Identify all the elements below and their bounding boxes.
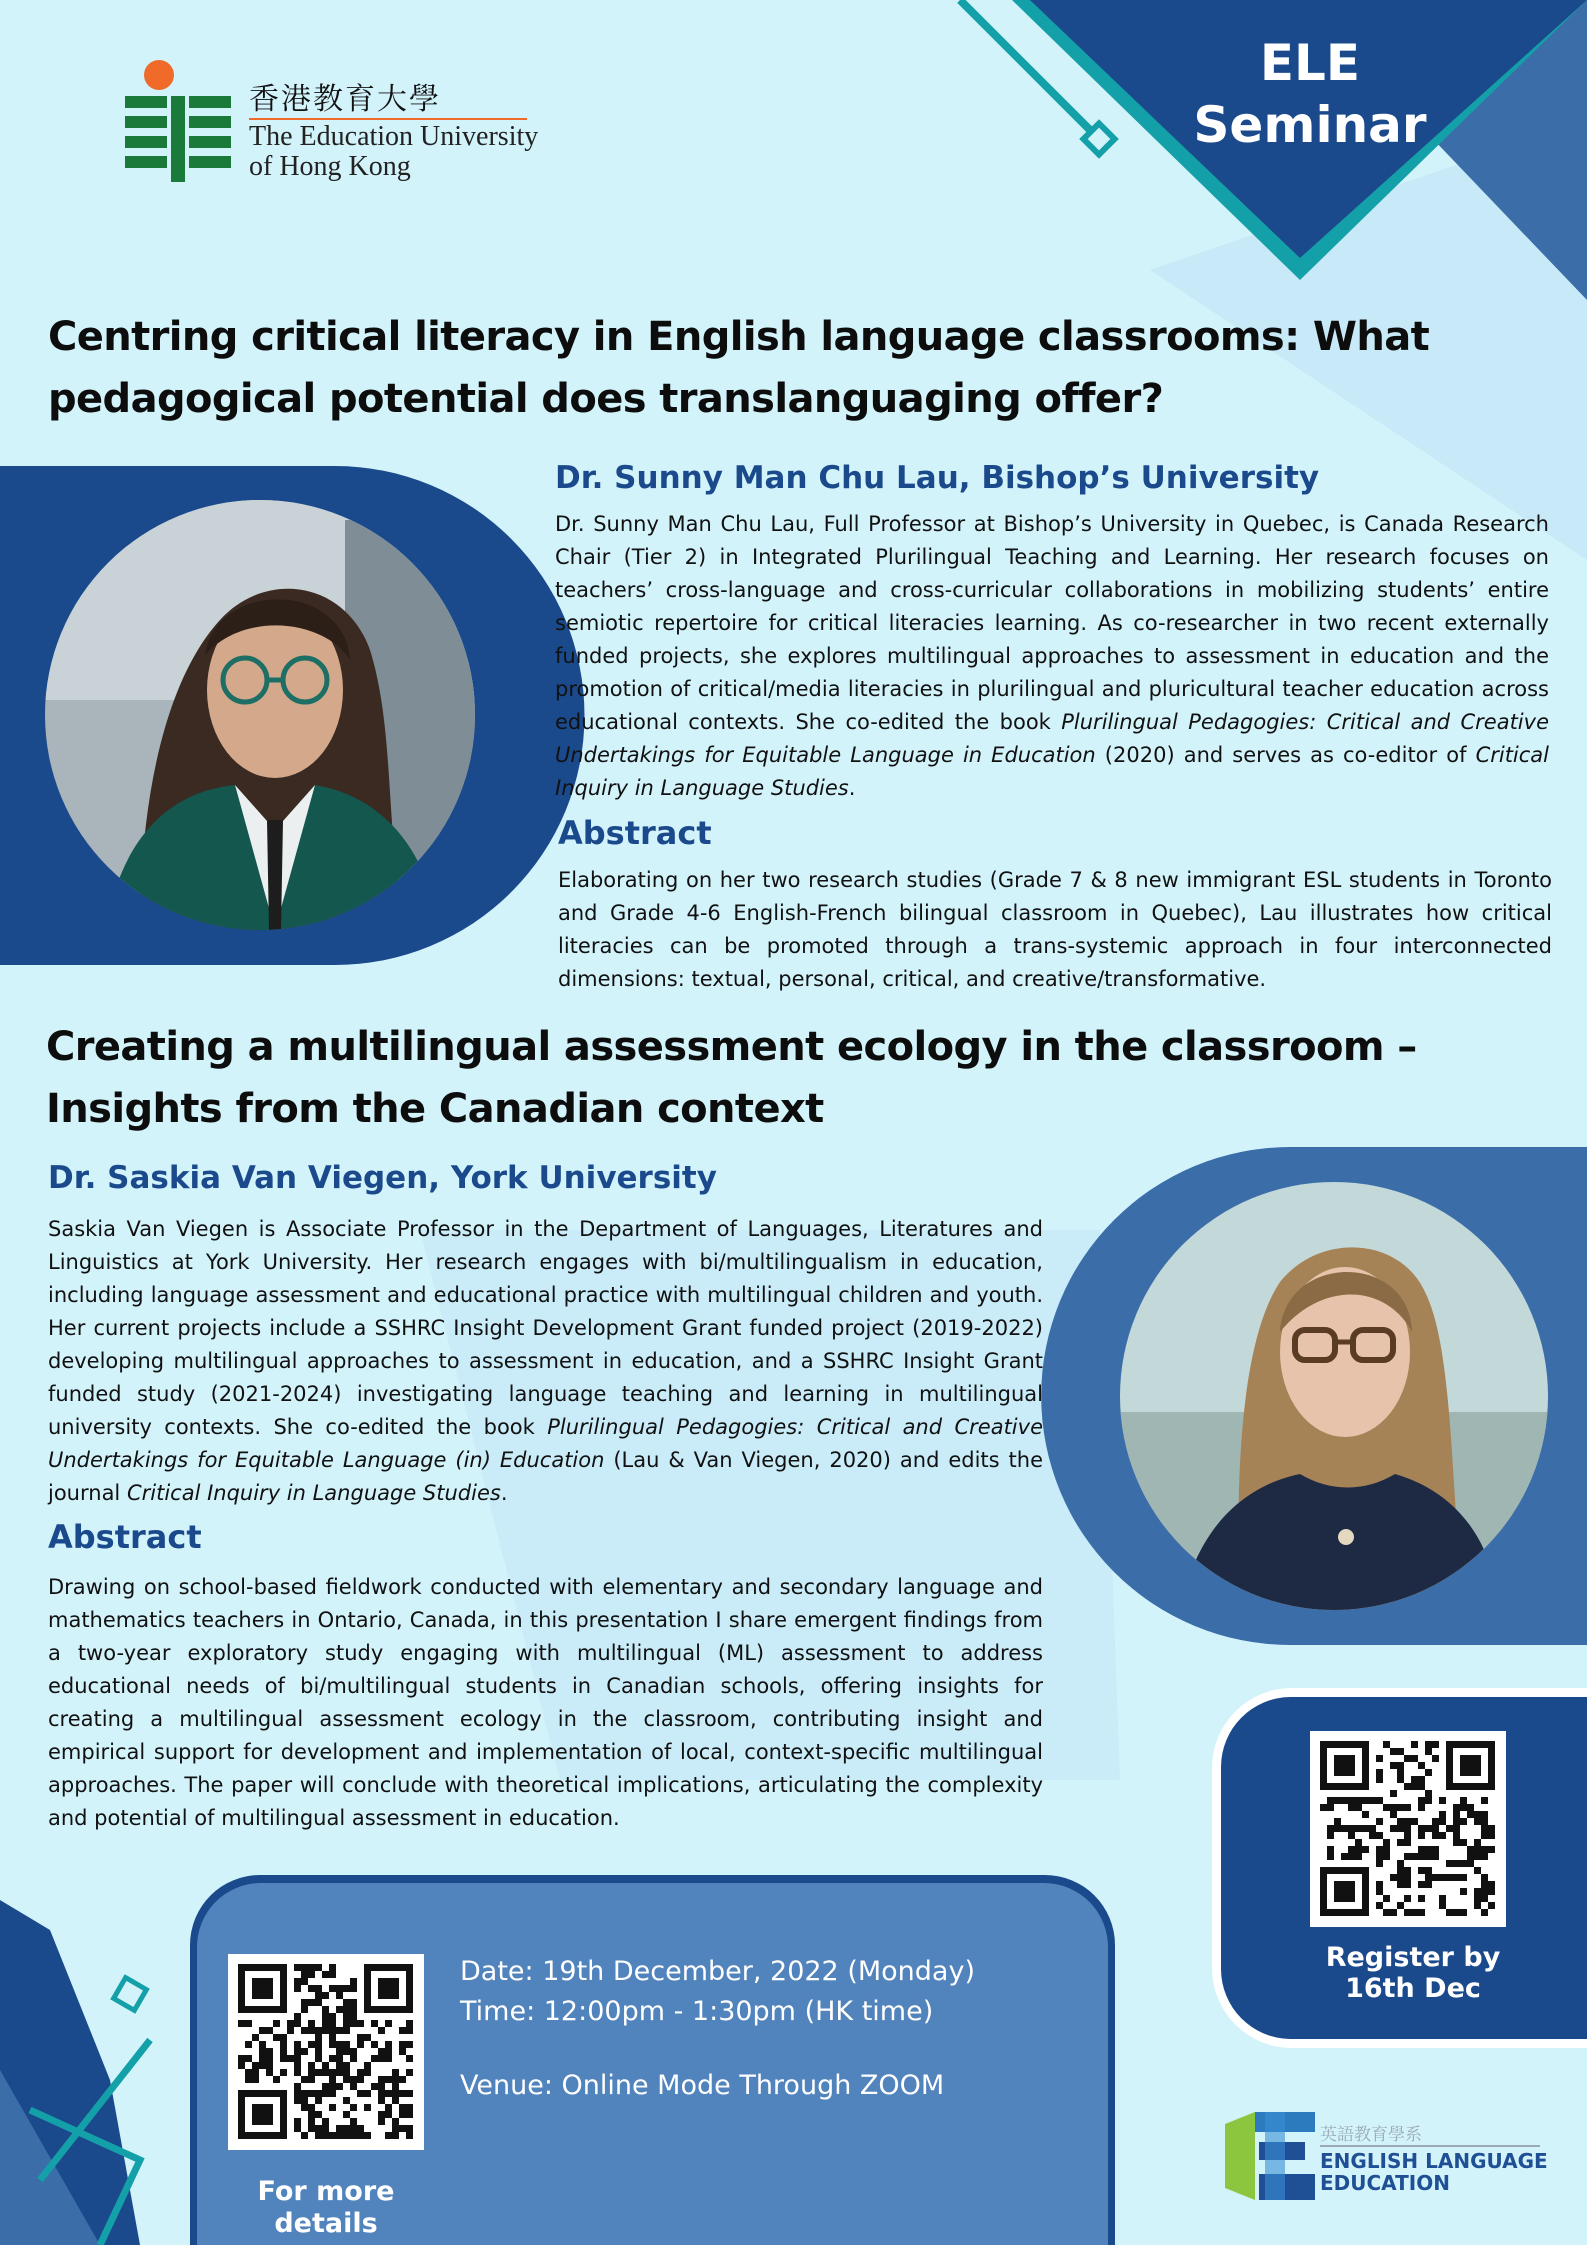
speaker1-bio-text3: . xyxy=(848,776,856,800)
talk2-abstract: Drawing on school-based fieldwork conducted with elementary and secondary language and mathematics teachers in Ontario, Canada, in this presentation I share emergent findings from a two-year exploratory study engaging with multilingual (ML) assessment to address educational needs of bi/multilingual students in Canadian schools, offering insights for creating a multilingual assessment ecology in the classroom, contributing insight and empirical support for development and implementation of local, context-specific multilingual approaches. The paper will conclude with theoretical implications, articulating the complexity and potential of multilingual assessment in education. xyxy=(48,1575,1043,1830)
register-deadline xyxy=(1258,1942,1568,2004)
talk1-abstract-heading: Abstract xyxy=(558,814,712,852)
speaker2-name: Dr. Saskia Van Viegen, York University xyxy=(48,1160,717,1196)
logo-chinese-name: 香港教育大學 xyxy=(249,82,441,117)
speaker1-bio-text2: (2020) and serves as co-editor of xyxy=(1095,743,1476,767)
ele-chinese-name: 英語教育學系 xyxy=(1320,2125,1422,2145)
seminar-banner xyxy=(1160,32,1460,156)
talk2-title-line2: Insights from the Canadian context xyxy=(46,1086,824,1132)
talk1-title xyxy=(48,306,1548,430)
event-details xyxy=(460,1952,975,2106)
talk2-abstract-heading: Abstract xyxy=(48,1518,202,1556)
eduhk-emblem-icon xyxy=(123,58,233,188)
banner-line2: Seminar xyxy=(1193,96,1427,154)
ele-emblem-icon xyxy=(1225,2112,1315,2200)
speaker1-name: Dr. Sunny Man Chu Lau, Bishop’s University xyxy=(555,460,1320,496)
talk1-abstract: Elaborating on her two research studies (Grade 7 & 8 new immigrant ESL students in Toronto and Grade 4-6 English-French bilingual classroom in Quebec), Lau illustrates how critical literacies can be promoted through a trans-systemic approach in four interconnected dimensions: textual, personal, critical, and creative/transformative. xyxy=(558,868,1552,991)
talk1-title-line2: pedagogical potential does translanguaging offer? xyxy=(48,376,1164,422)
speaker1-bio-book-title: Plurilingual Pedagogies: Critical and Creative Undertakings for Equitable Language in Education xyxy=(555,710,1549,767)
register-qr-code[interactable] xyxy=(1310,1731,1506,1927)
talk2-title xyxy=(46,1016,1546,1140)
more-details-line1: For more xyxy=(257,2176,395,2207)
speaker2-bio-text3: . xyxy=(500,1481,508,1505)
speaker2-bio-text1: Saskia Van Viegen is Associate Professor in the Department of Languages, Literatures and Linguistics at York University. Her research engages with bi/multilingualism in education, including language assessment and educational practice with multilingual children and youth. Her current projects include a SSHRC Insight Development Grant funded project (2019-2022) developing multilingual approaches to assessment in education, and a SSHRC Insight Grant funded study (2021-2024) investigating language teaching and learning in multilingual university contexts. She co-edited the book xyxy=(48,1217,1043,1439)
speaker2-bio-book-title: Plurilingual Pedagogies: Critical and Creative Undertakings for Equitable Language (in) Education xyxy=(48,1415,1043,1472)
speaker2-bio-text2: (Lau & Van Viegen, 2020) and edits the journal xyxy=(48,1448,1043,1505)
eduhk-logo xyxy=(123,58,543,188)
logo-english-line1: The Education University xyxy=(249,121,539,152)
more-details-line2: details xyxy=(274,2208,378,2239)
talk2-title-line1: Creating a multilingual assessment ecology in the classroom – xyxy=(46,1024,1417,1070)
register-line2: 16th Dec xyxy=(1345,1973,1481,2004)
speaker1-bio-journal-title: Critical Inquiry in Language Studies xyxy=(555,743,1550,800)
register-line1: Register by xyxy=(1325,1942,1501,1973)
ele-divider xyxy=(1320,2145,1540,2147)
event-time: Time: 12:00pm - 1:30pm (HK time) xyxy=(460,1996,934,2027)
event-venue: Venue: Online Mode Through ZOOM xyxy=(460,2070,945,2101)
more-details-label xyxy=(206,2176,446,2240)
speaker1-photo xyxy=(45,500,475,930)
ele-english-line2: EDUCATION xyxy=(1320,2171,1450,2195)
details-qr-code[interactable] xyxy=(228,1954,424,2150)
speaker2-bio xyxy=(48,1213,1043,1510)
event-date: Date: 19th December, 2022 (Monday) xyxy=(460,1956,975,1987)
speaker1-bio xyxy=(555,508,1549,805)
speaker1-bio-text1: Dr. Sunny Man Chu Lau, Full Professor at Bishop’s University in Quebec, is Canada Research Chair (Tier 2) in Integrated Plurilingual Teaching and Learning. Her research focuses on teachers’ cross-language and cross-curricular collaborations in mobilizing students’ entire semiotic repertoire for critical literacies learning. As co-researcher in two recent externally funded projects, she explores multilingual approaches to assessment in education and the promotion of critical/media literacies in plurilingual and pluricultural teacher education across educational contexts. She co-edited the book xyxy=(555,512,1549,734)
banner-line1: ELE xyxy=(1259,34,1361,92)
talk1-title-line1: Centring critical literacy in English language classrooms: What xyxy=(48,314,1430,360)
speaker2-photo xyxy=(1120,1182,1548,1610)
speaker2-bio-journal-title: Critical Inquiry in Language Studies xyxy=(126,1481,501,1505)
logo-english-line2: of Hong Kong xyxy=(249,151,411,182)
ele-logo xyxy=(1225,2112,1555,2202)
logo-divider xyxy=(249,118,527,120)
ele-english-line1: ENGLISH LANGUAGE xyxy=(1320,2149,1548,2173)
